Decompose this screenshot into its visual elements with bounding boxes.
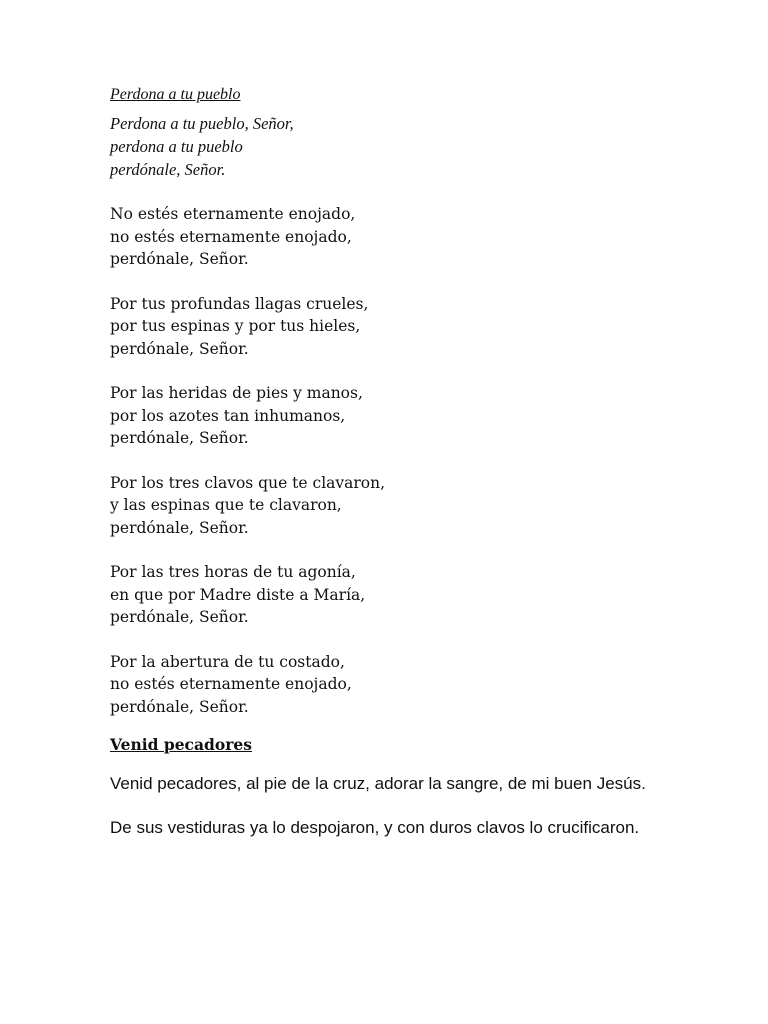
stanza-line: Por las heridas de pies y manos,	[110, 384, 363, 402]
intro-line: perdona a tu pueblo	[110, 137, 243, 156]
stanza-line: Por la abertura de tu costado,	[110, 652, 345, 671]
stanza-line: por los azotes tan inhumanos,	[110, 406, 346, 425]
stanza-line: perdónale, Señor.	[110, 697, 249, 716]
stanza-line: en que por Madre diste a María,	[110, 585, 366, 604]
stanza-1	[110, 203, 710, 271]
stanza-6	[110, 651, 710, 719]
stanza-line: y las espinas que te clavaron,	[110, 496, 342, 514]
stanza-line: por tus espinas y por tus hieles,	[110, 317, 361, 335]
stanza-4	[110, 472, 710, 540]
stanza-line: Por las tres horas de tu agonía,	[110, 563, 356, 581]
document-page	[110, 84, 710, 858]
stanza-line: No estés eternamente enojado,	[110, 205, 356, 223]
stanza-line: Por tus profundas llagas crueles,	[110, 294, 369, 313]
stanza-2	[110, 293, 710, 361]
song-title-venid: Venid pecadores	[110, 735, 252, 754]
stanza-line: Por los tres clavos que te clavaron,	[110, 473, 386, 492]
stanza-3	[110, 382, 710, 450]
intro-stanza	[110, 112, 710, 181]
stanza-line: perdónale, Señor.	[110, 250, 249, 268]
paragraph: De sus vestiduras ya lo despojaron, y con duros clavos lo crucificaron.	[110, 818, 640, 837]
stanza-line: perdónale, Señor.	[110, 339, 249, 358]
stanza-line: perdónale, Señor.	[110, 429, 249, 447]
intro-line: Perdona a tu pueblo, Señor,	[110, 114, 294, 133]
stanza-line: no estés eternamente enojado,	[110, 675, 352, 693]
intro-line: perdónale, Señor.	[110, 160, 226, 179]
stanza-line: perdónale, Señor.	[110, 608, 249, 626]
stanza-line: perdónale, Señor.	[110, 518, 249, 537]
stanza-5	[110, 561, 710, 629]
stanza-line: no estés eternamente enojado,	[110, 227, 352, 246]
song-title-perdona: Perdona a tu pueblo	[110, 86, 241, 103]
paragraph: Venid pecadores, al pie de la cruz, adorar la sangre, de mi buen Jesús.	[110, 774, 646, 793]
